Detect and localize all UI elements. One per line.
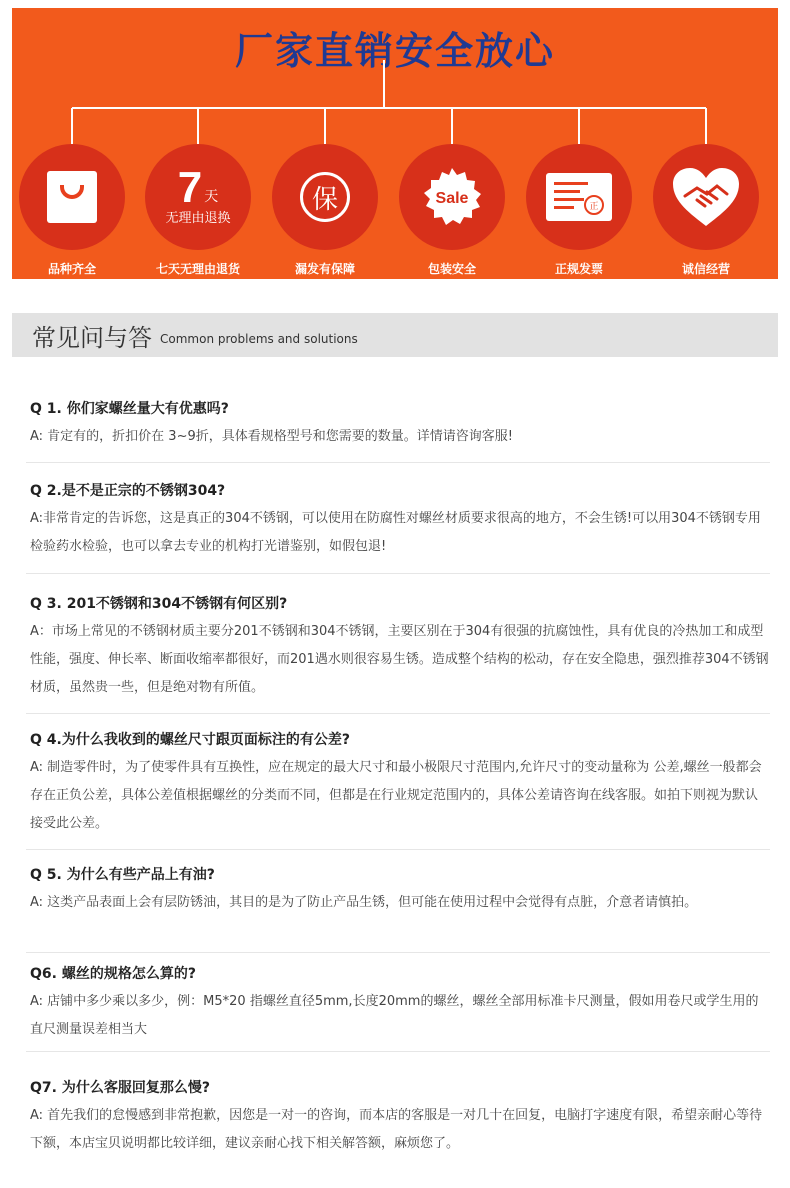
faq-item: [30, 729, 770, 838]
invoice-icon: [546, 173, 612, 221]
faq-answer: A:非常肯定的告诉您，这是真正的304不锈钢，可以使用在防腐性对螺丝材质要求很高的地方，不会生锈!可以用304不锈钢专用检验药水检验，也可以拿去专业的机构打光谱鉴别，如假包退!: [30, 511, 761, 554]
feature-circle: [399, 144, 505, 250]
faq-question: Q6. 螺丝的规格怎么算的?: [30, 966, 196, 982]
feature-label: 品种齐全: [47, 262, 96, 276]
divider: [26, 849, 770, 850]
feature-circle: [526, 144, 632, 250]
faq-item: [30, 398, 770, 451]
divider: [26, 1051, 770, 1052]
feature-seven-day-return: [143, 144, 253, 277]
faq-answer: A: 制造零件时，为了使零件具有互换性，应在规定的最大尺寸和最小极限尺寸范围内,允许尺寸的变动量称为 公差,螺丝一般都会存在正负公差，具体公差值根据螺丝的分类而不同，但都是在行业规定范围内的，具体公差请咨询在线客服。如拍下则视为默认接受此公差。: [30, 760, 762, 831]
feature-label: 漏发有保障: [294, 262, 355, 276]
faq-question: Q7. 为什么客服回复那么慢?: [30, 1080, 210, 1096]
faq-header: [12, 313, 778, 357]
feature-circle: [272, 144, 378, 250]
feature-variety: [17, 144, 127, 277]
faq-answer: A: 肯定有的，折扣价在 3~9折，具体看规格型号和您需要的数量。详情请咨询客服!: [30, 429, 513, 444]
faq-item: [30, 864, 770, 917]
feature-circle: [145, 144, 251, 250]
faq-question: Q 4.为什么我收到的螺丝尺寸跟页面标注的有公差?: [30, 732, 350, 748]
guarantee-icon: 保: [300, 172, 350, 222]
seven-day-number: 7: [177, 162, 203, 212]
feature-guarantee: [270, 144, 380, 277]
feature-circle: [653, 144, 759, 250]
faq-answer: A：市场上常见的不锈钢材质主要分201不锈钢和304不锈钢，主要区别在于304有很强的抗腐蚀性，具有优良的冷热加工和成型性能，强度、伸长率、断面收缩率都很好，而201遇水则很容易生锈。造成整个结构的松动，存在安全隐患，强烈推荐304不锈钢材质，虽然贵一些，但是绝对物有所值。: [30, 624, 769, 695]
divider: [26, 952, 770, 953]
sale-badge-icon: [421, 166, 483, 228]
feature-label: 包装安全: [427, 262, 476, 276]
faq-title: 常见问与答: [32, 323, 152, 352]
faq-item: [30, 963, 770, 1044]
faq-item: [30, 480, 770, 561]
banner-title: 厂家直销安全放心: [234, 29, 555, 73]
banner: [12, 8, 778, 279]
faq-question: Q 1. 你们家螺丝量大有优惠吗?: [30, 401, 229, 417]
shopping-bag-icon: [47, 171, 97, 223]
faq-subtitle: Common problems and solutions: [160, 332, 358, 346]
seven-day-subtitle: 无理由退换: [165, 210, 231, 226]
feature-safe-packaging: [397, 144, 507, 277]
faq-answer: A: 这类产品表面上会有层防锈油，其目的是为了防止产品生锈，但可能在使用过程中会觉得有点脏，介意者请慎拍。: [30, 895, 698, 910]
feature-label: 正规发票: [554, 262, 603, 276]
invoice-stamp: 正: [584, 195, 604, 215]
feature-label: 诚信经营: [681, 262, 730, 276]
seven-day-icon: [165, 162, 231, 226]
faq-question: Q 5. 为什么有些产品上有油?: [30, 867, 215, 883]
feature-circle: [19, 144, 125, 250]
feature-invoice: [524, 144, 634, 277]
faq-question: Q 3. 201不锈钢和304不锈钢有何区别?: [30, 596, 288, 612]
faq-answer: A: 店铺中多少乘以多少，例：M5*20 指螺丝直径5mm,长度20mm的螺丝，螺丝全部用标准卡尺测量，假如用卷尺或学生用的直尺测量误差相当大: [30, 994, 759, 1037]
feature-label: 七天无理由退货: [155, 262, 240, 276]
seven-day-unit: 天: [204, 188, 219, 205]
divider: [26, 462, 770, 463]
faq-answer: A: 首先我们的怠慢感到非常抱歉，因您是一对一的咨询，而本店的客服是一对几十在回复，电脑打字速度有限，希望亲耐心等待下额，本店宝贝说明都比较详细，建议亲耐心找下相关解答额，麻烦您了。: [30, 1108, 763, 1151]
divider: [26, 713, 770, 714]
connector-tree: [12, 8, 778, 148]
feature-integrity: [651, 144, 761, 277]
sale-badge-text: Sale: [435, 190, 469, 207]
faq-question: Q 2.是不是正宗的不锈钢304?: [30, 483, 226, 499]
faq-item: [30, 593, 770, 702]
faq-item: [30, 1077, 770, 1158]
handshake-heart-icon: [671, 166, 741, 228]
divider: [26, 573, 770, 574]
